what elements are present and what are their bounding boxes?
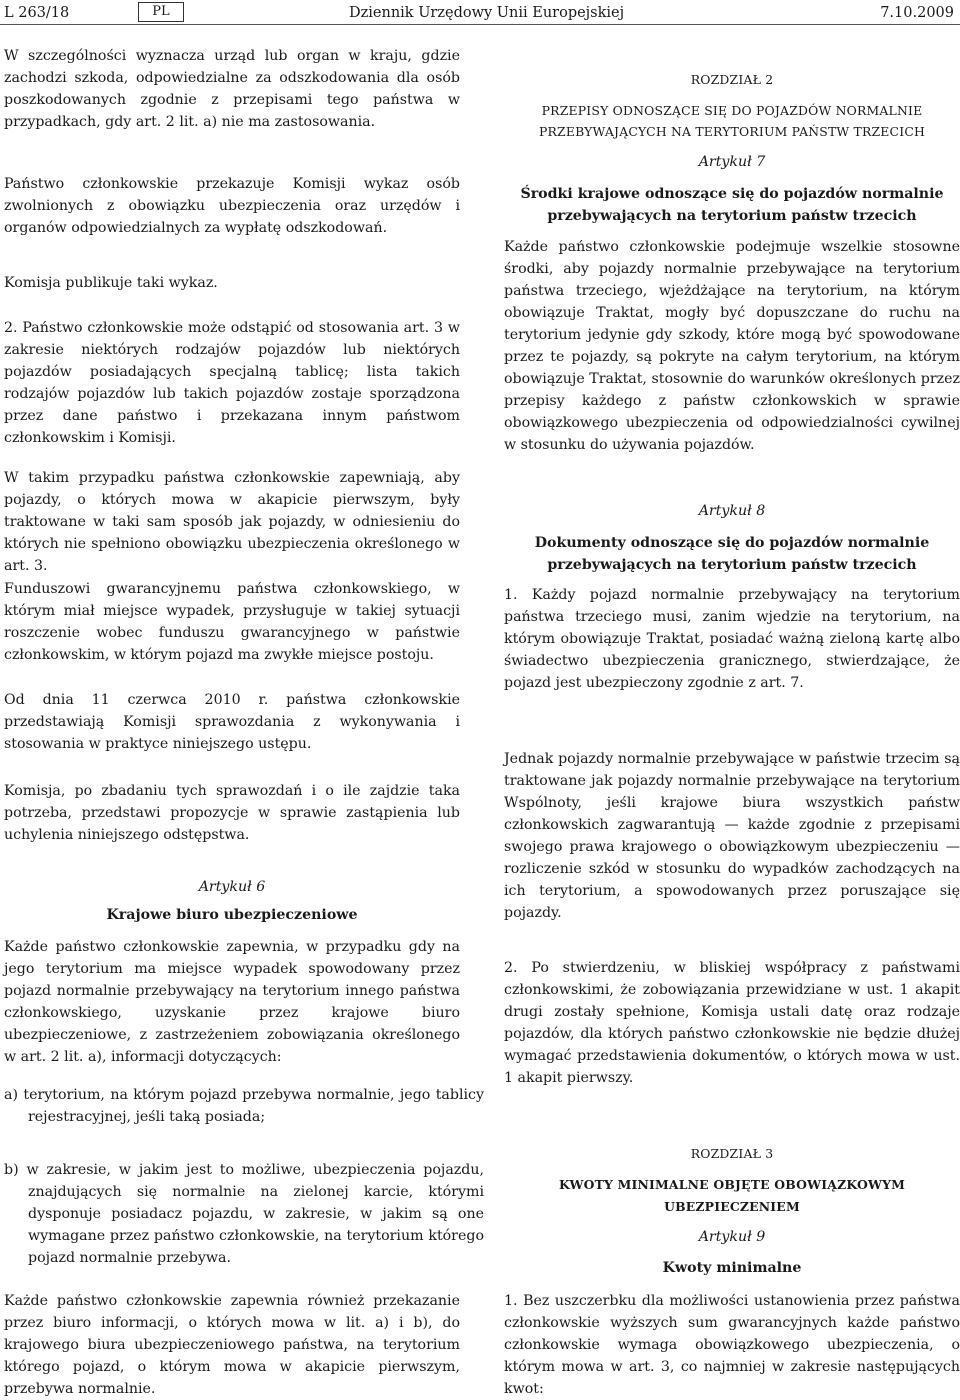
- chapter-2-label: ROZDZIAŁ 2: [690, 72, 774, 87]
- list-item-a: a) terytorium, na którym pojazd przebywa normalnie, jego tablicy rejestracyjnej, jeśli taką posiada;: [4, 1087, 484, 1125]
- page-reference: L 263/18: [4, 5, 70, 21]
- header-divider: [0, 24, 960, 25]
- paragraph: Funduszowi gwarancyjnemu państwa członkowskiego, w którym miał miejsce wypadek, przysługuje w takiej sytuacji roszczenie wobec funduszu gwarancyjnego w państwie członkowskim, w którym pojazd ma zwykłe miejsce postoju.: [4, 581, 460, 663]
- article-6-title: Krajowe biuro ubezpieczeniowe: [106, 907, 358, 923]
- article-8-title: Dokumenty odnoszące się do pojazdów normalnie przebywających na terytorium państw trzecich: [534, 535, 930, 573]
- paragraph: Komisja, po zbadaniu tych sprawozdań i o ile zajdzie taka potrzeba, przedstawi propozycje w sprawie zastąpienia lub uchylenia niniejszego odstępstwa.: [4, 783, 460, 843]
- article-7-label: Artykuł 7: [698, 154, 766, 170]
- journal-title: Dziennik Urzędowy Unii Europejskiej: [349, 5, 625, 21]
- paragraph: Każde państwo członkowskie zapewnia, w przypadku gdy na jego terytorium ma miejsce wypadek spowodowany przez pojazd normalnie przebywający na terytorium innego państwa członkowskiego, uzyskanie przez krajowe biuro ubezpieczeniowe, z zastrzeżeniem zobowiązania określonego w art. 2 lit. a), informacji dotyczących:: [4, 939, 460, 1065]
- paragraph: 2. Po stwierdzeniu, w bliskiej współpracy z państwami członkowskimi, że zobowiązania przewidziane w ust. 1 akapit drugi zostały spełnione, Komisja ustali datę oraz rodzaje pojazdów, dla których państwo członkowskie nie będzie dłużej wymagać przedstawienia dokumentów, o których mowa w ust. 1 akapit pierwszy.: [504, 960, 960, 1086]
- paragraph: Od dnia 11 czerwca 2010 r. państwa członkowskie przedstawiają Komisji sprawozdania z wykonywania i stosowania w praktyce niniejszego ustępu.: [4, 692, 460, 752]
- list-item-b: b) w zakresie, w jakim jest to możliwe, ubezpieczenia pojazdu, znajdujących się normalnie na zielonej karcie, którymi dysponuje posiadacz pojazdu, w zakresie, w jakim są one wymagane przez państwo członkowskie, na terytorium którego pojazd normalnie przebywa.: [4, 1162, 484, 1266]
- paragraph: W takim przypadku państwa członkowskie zapewniają, aby pojazdy, o których mowa w akapicie pierwszym, były traktowane w taki sam sposób jak pojazdy, w odniesieniu do których nie spełniono obowiązku ubezpieczenia określonego w art. 3.: [4, 470, 460, 574]
- paragraph: W szczególności wyznacza urząd lub organ w kraju, gdzie zachodzi szkoda, odpowiedzialne za odszkodowania dla osób poszkodowanych zgodnie z przepisami tego państwa w przypadkach, gdy art. 2 lit. a) nie ma zastosowania.: [4, 48, 460, 130]
- paragraph: Państwo członkowskie przekazuje Komisji wykaz osób zwolnionych z obowiązku ubezpieczenia oraz urzędów i organów odpowiedzialnych za wypłatę odszkodowań.: [4, 176, 460, 236]
- article-9-label: Artykuł 9: [698, 1229, 766, 1245]
- paragraph: Każde państwo członkowskie podejmuje wszelkie stosowne środki, aby pojazdy normalnie przebywające na terytorium państwa trzeciego, wjeżdżające na terytorium, na którym obowiązuje Traktat, mogły być dopuszczane do ruchu na terytorium jedynie gdy szkody, które mogą być spowodowane przez te pojazdy, są pokryte na całym terytorium, na którym obowiązuje Traktat, stosownie do warunków określonych przez przepisy każdego z państw członkowskich w sprawie obowiązkowego ubezpieczenia od odpowiedzialności cywilnej w stosunku do używania pojazdów.: [504, 239, 960, 453]
- article-8-label: Artykuł 8: [698, 503, 766, 519]
- paragraph: 1. Bez uszczerbku dla możliwości ustanowienia przez państwa członkowskie wyższych sum gwarancyjnych każde państwo członkowskie wymaga obowiązkowego ubezpieczenia, o którym mowa w art. 3, co najmniej w zakresie następujących kwot:: [504, 1293, 960, 1397]
- language-badge: PL: [138, 2, 184, 22]
- publication-date: 7.10.2009: [880, 5, 954, 21]
- chapter-2-title: PRZEPISY ODNOSZĄCE SIĘ DO POJAZDÓW NORMALNIE PRZEBYWAJĄCYCH NA TERYTORIUM PAŃSTW TRZECICH: [538, 103, 926, 139]
- article-7-title: Środki krajowe odnoszące się do pojazdów normalnie przebywających na terytorium państw trzecich: [520, 186, 944, 224]
- chapter-3-title: KWOTY MINIMALNE OBJĘTE OBOWIĄZKOWYM UBEZPIECZENIEM: [558, 1177, 906, 1214]
- chapter-3-label: ROZDZIAŁ 3: [690, 1146, 774, 1161]
- paragraph: 1. Każdy pojazd normalnie przebywający na terytorium państwa trzeciego musi, zanim wjedzie na terytorium, na którym obowiązuje Traktat, posiadać ważną zieloną kartę albo świadectwo ubezpieczenia granicznego, stwierdzające, że pojazd jest ubezpieczony zgodnie z art. 7.: [504, 587, 960, 691]
- article-6-label: Artykuł 6: [198, 879, 266, 895]
- paragraph: 2. Państwo członkowskie może odstąpić od stosowania art. 3 w zakresie niektórych rodzajów pojazdów lub niektórych pojazdów posiadających specjalną tablicę; lista takich rodzajów pojazdów lub takich pojazdów zostaje sporządzona przez dane państwo i przekazana innym państwom członkowskim i Komisji.: [4, 320, 460, 446]
- paragraph: Każde państwo członkowskie zapewnia również przekazanie przez biuro informacji, o których mowa w lit. a) i b), do krajowego biura ubezpieczeniowego państwa, na terytorium którego pojazd, o którym mowa w akapicie pierwszym, przebywa normalnie.: [4, 1293, 460, 1397]
- paragraph: Komisja publikuje taki wykaz.: [4, 275, 218, 291]
- article-9-title: Kwoty minimalne: [662, 1260, 802, 1276]
- paragraph: Jednak pojazdy normalnie przebywające w państwie trzecim są traktowane jak pojazdy normalnie przebywające na terytorium Wspólnoty, jeśli krajowe biura wszystkich państw członkowskich zagwarantują — każde zgodnie z przepisami swojego prawa krajowego o obowiązkowym ubezpieczeniu — rozliczenie szkód w stosunku do wypadków zachodzących na ich terytorium, a spowodowanych przez poruszające się pojazdy.: [504, 751, 960, 921]
